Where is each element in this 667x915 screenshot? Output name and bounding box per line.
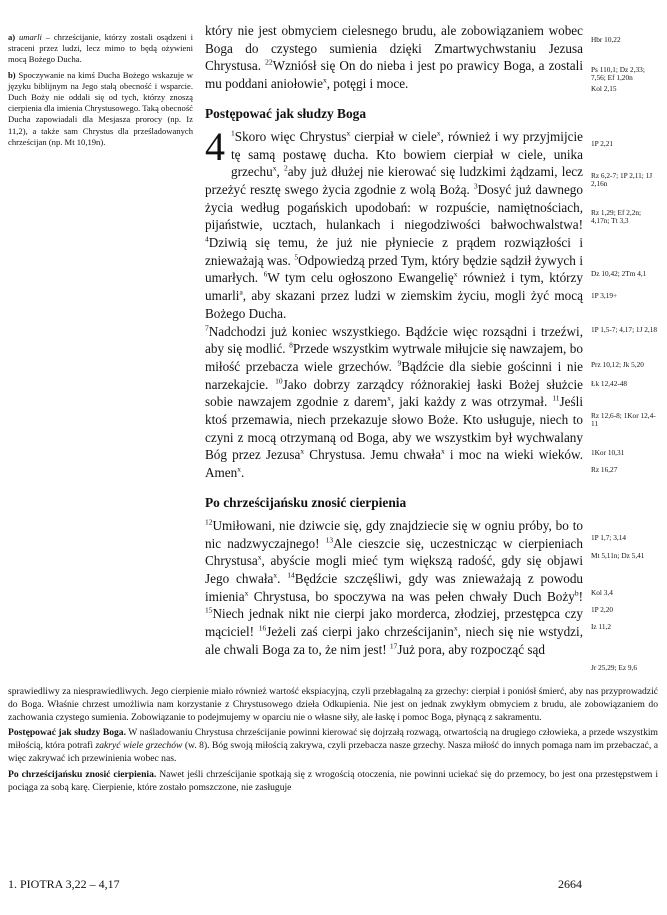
cross-reference: 1P 3,19+ <box>591 291 618 300</box>
cross-reference: Kol 2,15 <box>591 84 617 93</box>
cross-reference: Hbr 10,22 <box>591 35 621 44</box>
footnote-b: b) Spoczywanie na kimś Ducha Bożego wskazuje w języku biblijnym na Jego stałą obecność i wsparcie. Duch Boży nie oddali się od tych, którzy znoszą cierpienia dla imienia Chrystusowego. Taką obecność Ducha zapowiadali dla Mesjasza prorocy (np. Iz 11,2), a także sam Chrystus dla prześladowanych chrześcijan (np. Mt 10,19n). <box>8 69 193 147</box>
cross-reference: 1P 2,20 <box>591 605 614 614</box>
cross-reference: Rz 6,2-7; 1P 2,11; 1J 2,16n <box>591 171 653 189</box>
chapter-number: 4 <box>205 123 225 169</box>
commentary-paragraph: Postępować jak słudzy Boga. W naśladowaniu Chrystusa chrześcijanie powinni kierować się dojrzałą rozwagą, otwartością na drugiego człowieka, a przede wszystkim miłością, która potrafi zakryć wiele grzechów (w. 8). Bóg swoją miłością zakrywa, czyli przebacza nasze grzechy. Nasza miłość do innych pomaga nam im przebaczać, a więc zakrywać ich przewinienia wobec nas. <box>8 727 659 764</box>
paragraph-ch4-1: 4 $^1$Skoro więc Chrystus$^x$ cierpiał w ciele$^x$, również i wy przyjmijcie tę samą postawę ducha. Kto bowiem cierpiał w ciele, unika grzechu$^x$, $^2$aby już dłużej nie kierować się ludzkimi żądzami, lecz przeżyć resztę swego życia zgodnie z wolą Bożą. $^3$Dosyć już dawnego życia według pogańskich upodobań: w rozpuście, namiętnościach, pijaństwie, ucztach, hulankach i niegodziwości bałwochwalstwa! $^4$Dziwią się temu, że już nie płyniecie z prądem rozwiązłości i znieważają was. $^5$Odpowiedzą przed Tym, który będzie sądził żywych i umarłych. $^6$W tym celu ogłoszono Ewangelię$^x$ również i tym, którzy umarli$^a$, aby skazani przez ludzi w ziemskim życiu, mogli żyć mocą Bożego Ducha. <box>205 123 584 321</box>
running-head: 1. PIOTRA 3,22 – 4,17 <box>8 877 120 891</box>
main-text <box>205 22 583 659</box>
cross-reference: Jr 25,29; Ez 9,6 <box>591 663 638 672</box>
cross-reference: Dz 10,42; 2Tm 4,1 <box>591 269 647 278</box>
paragraph-ch4-7: $^7$Nadchodzi już koniec wszystkiego. Bądźcie więc rozsądni i trzeźwi, aby się modlić. $^8$Przede wszystkim wytrwale miłujcie się nawzajem, bo miłość przebacza wiele grzechów. $^9$Bądźcie dla siebie gościnni i nie narzekajcie. $^{10}$Jako dobrzy zarządcy różnorakiej łaski Bożej służcie sobie nawzajem zgodnie z darem$^x$, jaki każdy z was otrzymał. $^{11}$Jeśli ktoś przemawia, niech przekazuje słowo Boże. Kto usługuje, niech to czyni z mocą otrzymaną od Boga, aby we wszystkim był wychwalany Bóg przez Jezusa$^x$ Chrystusa. Jemu chwała$^x$ i moc na wieki wieków. Amen$^x$. <box>205 323 584 481</box>
commentary-paragraph: sprawiedliwy za niesprawiedliwych. Jego cierpienie miało również wartość ekspiacyjną, czyli przebłagalną za grzechy: cierpiał i poniósł śmierć, aby nas przyprowadzić do Boga. Właśnie chrzest umożliwia nam korzystanie z Chrystusowego dzieła Odkupienia. Nie jest on jednak zwykłym obmyciem z brudu, ale zobowiązaniem do zachowania czystego sumienia. Zobowiązanie to podejmujemy w oparciu nie o własne siły, ale łaskę i pomoc Boga, płynącą z sakramentu. <box>8 686 658 723</box>
cross-reference: Rz 1,29; Ef 2,2n; 4,17n; Tt 3,3 <box>591 208 642 226</box>
cross-reference: Rz 16,27 <box>591 465 618 474</box>
paragraph-ch4-12: $^{12}$Umiłowani, nie dziwcie się, gdy znajdziecie się w ogniu próby, bo to nic nadzwyczajnego! $^{13}$Ale cieszcie się, uczestnicząc w cierpieniach Chrystusa$^x$, abyście mogli mieć tym większą radość, gdy się objawi Jego chwała$^x$. $^{14}$Będźcie szczęśliwi, gdy was znieważają z powodu imienia$^x$ Chrystusa, bo spoczywa na was pełen chwały Duch Boży$^b$! $^{15}$Niech jednak nikt nie cierpi jako morderca, złodziej, przestępca czy mąciciel! $^{16}$Jeżeli zaś cierpi jako chrześcijanin$^x$, niech się nie wstydzi, ale chwali Boga za to, że nim jest! $^{17}$Już pora, aby rozpocząć sąd <box>205 517 584 657</box>
cross-reference: 1P 1,5-7; 4,17; 1J 2,18 <box>591 325 658 334</box>
section-heading: Po chrześcijańsku znosić cierpienia <box>205 494 407 510</box>
footnote-a: a) umarli – chrześcijanie, którzy zostali osądzeni i straceni przez ludzi, lecz mimo to będą ożywieni mocą Bożego Ducha. <box>8 32 193 65</box>
page-footer <box>8 877 582 892</box>
intro-paragraph: który nie jest obmyciem cielesnego brudu, ale zobowiązaniem wobec Boga do czystego sumienia dzięki Zmartwychwstaniu Jezusa Chrystusa. $^{22}$Wzniósł się On do nieba i jest po prawicy Boga, a zostali mu poddani aniołowie$^x$, potęgi i moce. <box>205 23 583 92</box>
commentary-section <box>8 686 658 797</box>
cross-reference: Iz 11,2 <box>591 622 611 631</box>
page-number: 2664 <box>558 877 582 891</box>
cross-reference: Kol 3,4 <box>591 588 613 597</box>
commentary-paragraph: Po chrześcijańsku znosić cierpienia. Nawet jeśli chrześcijanie spotkają się z wrogością otoczenia, nie powinni uciekać się do przemocy, bo jest ona przestępstwem i pociąga za sobą karę. Cierpienie, które zostało pomszczone, nie zasługuje <box>8 768 658 793</box>
cross-reference: Ps 110,1; Dz 2,33; 7,56; Ef 1,20n <box>591 65 645 83</box>
footnotes-column <box>8 32 193 152</box>
cross-reference: Mt 5,11n; Dz 5,41 <box>591 551 645 560</box>
cross-reference: 1P 2,21 <box>591 139 614 148</box>
cross-reference: Rz 12,6-8; 1Kor 12,4-11 <box>591 411 656 429</box>
cross-reference: 1P 1,7; 3,14 <box>591 533 627 542</box>
cross-reference: Łk 12,42-48 <box>591 379 628 388</box>
cross-reference: 1Kor 10,31 <box>591 448 625 457</box>
cross-reference: Prz 10,12; Jk 5,20 <box>591 360 644 369</box>
section-heading: Postępować jak słudzy Boga <box>205 105 367 121</box>
